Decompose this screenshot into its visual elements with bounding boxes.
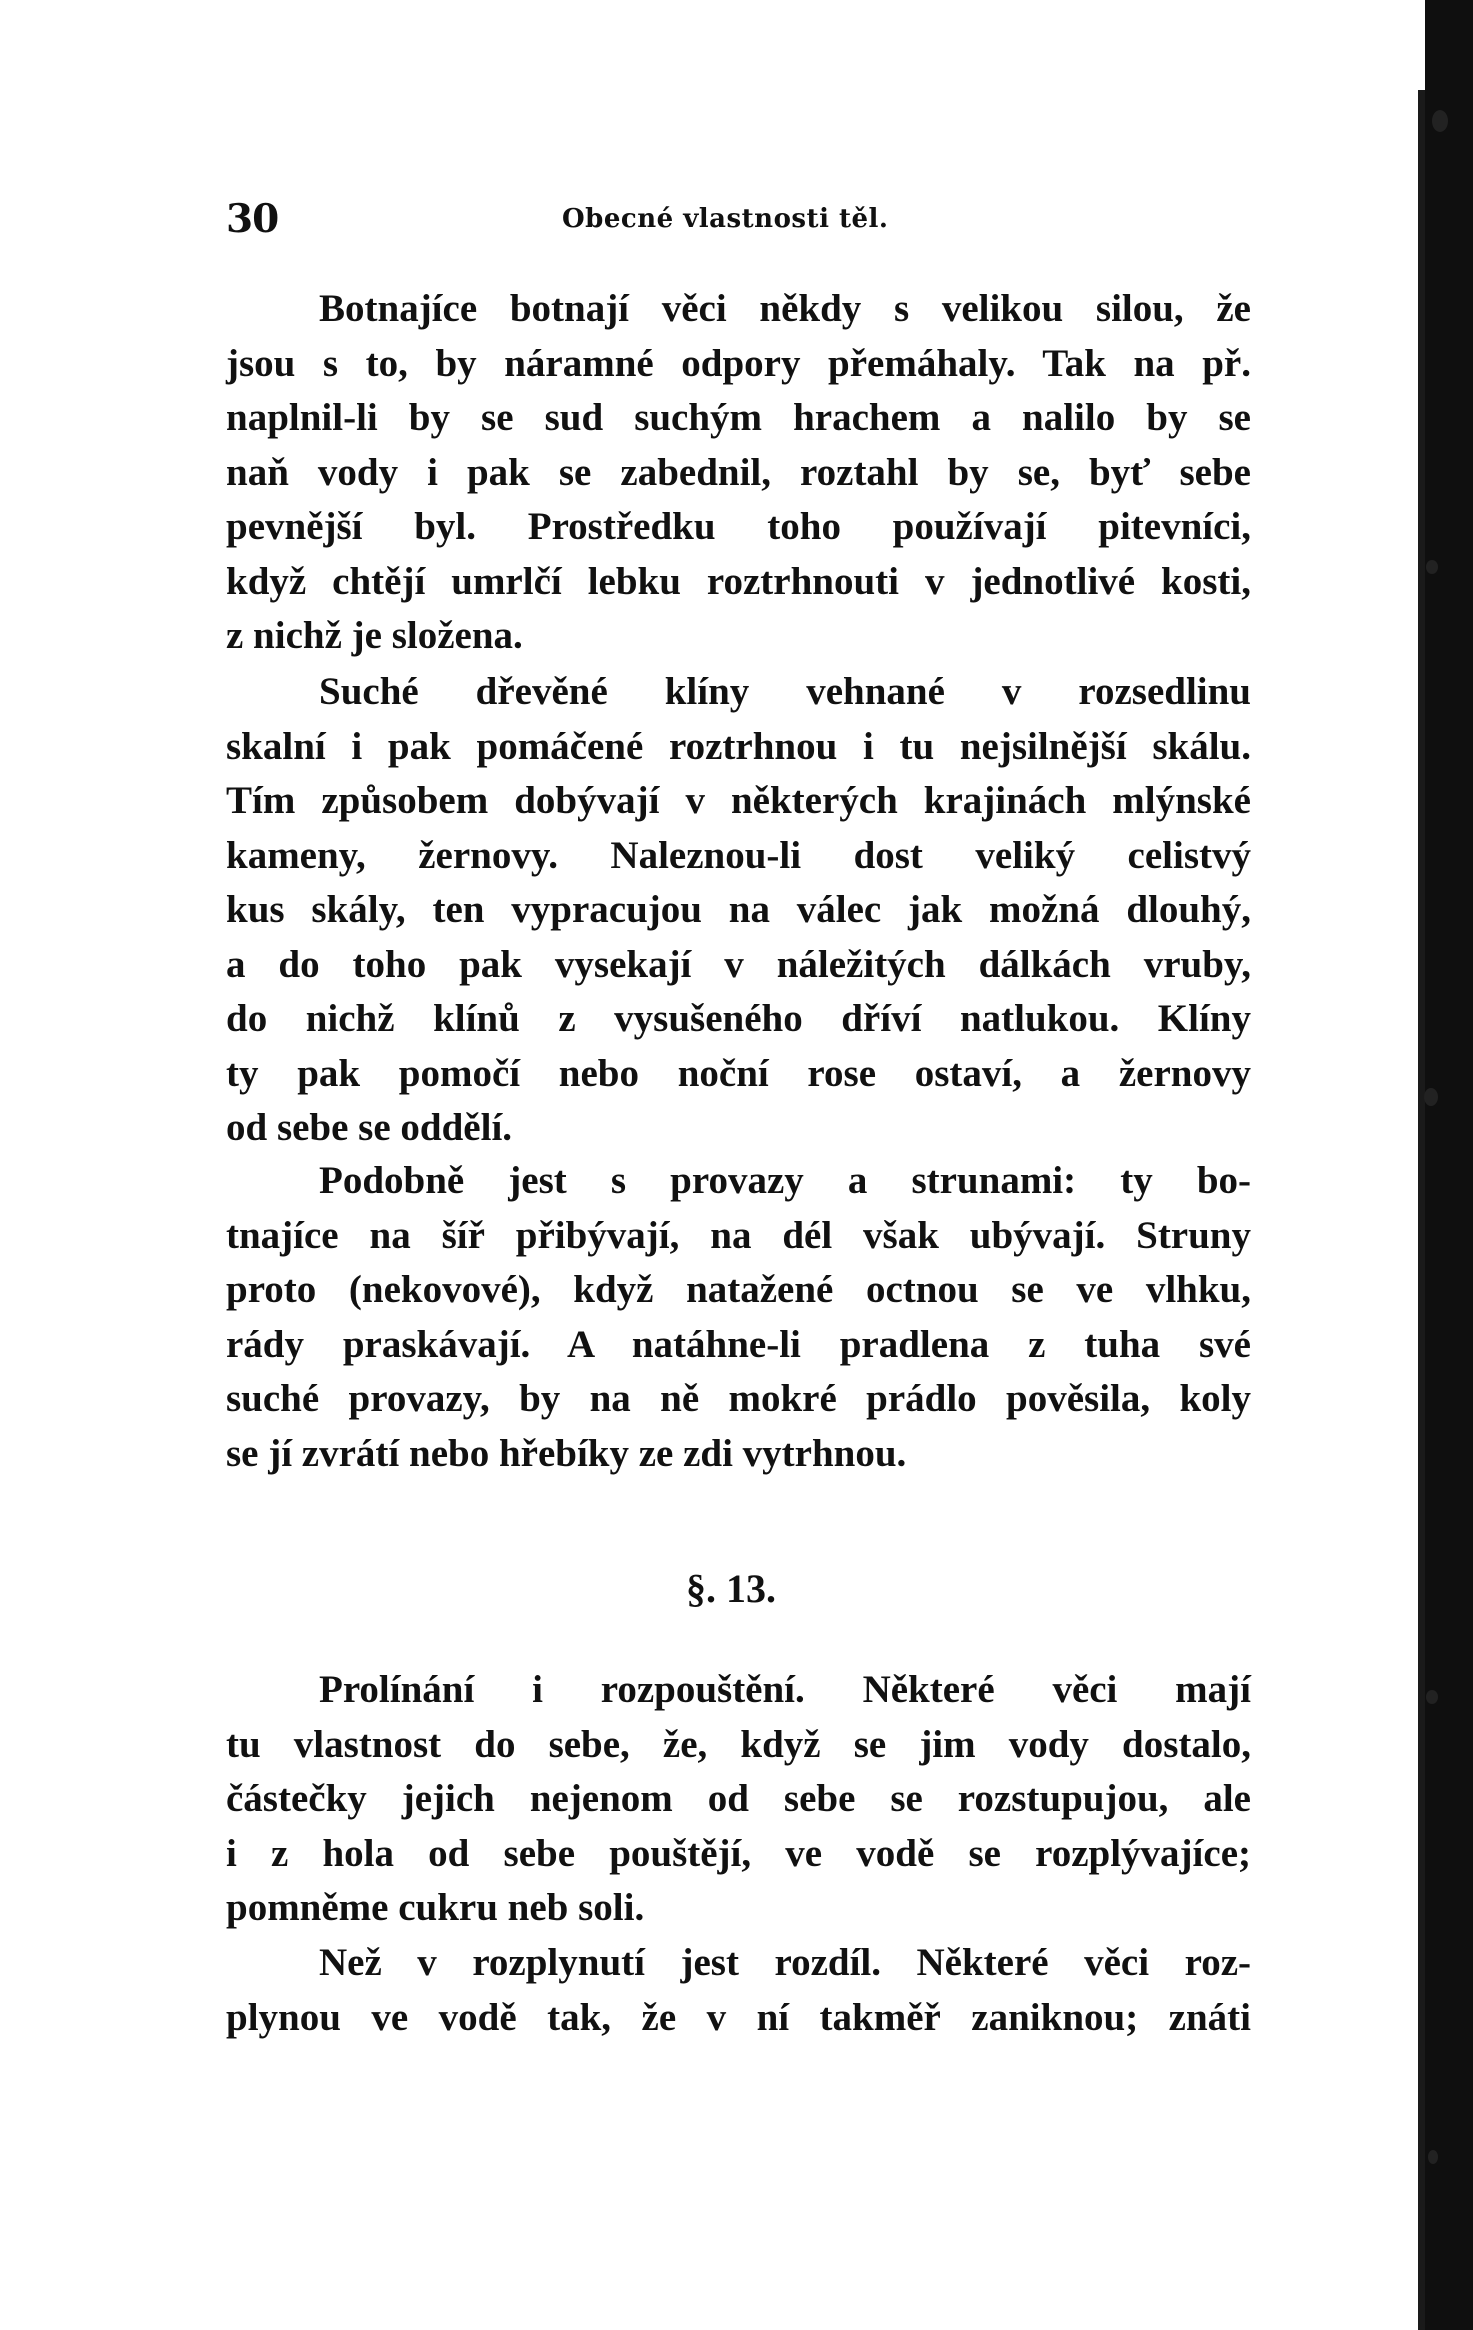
running-head: Obecné vlastnosti těl.: [562, 204, 889, 234]
text-line: tnajíce na šíř přibývají, na dél však ubývají. Struny: [226, 1213, 1251, 1257]
text-line: suché provazy, by na ně mokré prádlo pověsila, koly: [226, 1377, 1251, 1420]
text-line: Podobně jest s provazy a strunami: ty bo-: [319, 1159, 1251, 1202]
paragraph-5: [226, 1936, 1251, 2045]
text-line: [226, 1663, 1251, 1718]
scan-speck: [1428, 2150, 1438, 2164]
paragraph-2: [226, 665, 1251, 1156]
text-line: naň vody i pak se zabednil, roztahl by se, byť sebe: [226, 450, 1251, 494]
text-line: se jí zvrátí nebo hřebíky ze zdi vytrhnou.: [226, 1431, 907, 1475]
text-line: pomněme cukru neb soli.: [226, 1886, 645, 1929]
text-line: rády praskávají. A natáhne-li pradlena z tuha své: [226, 1322, 1251, 1366]
text-line: a do toho pak vysekají v náležitých dálkách vruby,: [226, 942, 1251, 986]
text-line: naplnil-li by se sud suchým hrachem a nalilo by se: [226, 396, 1251, 439]
text-line: tu vlastnost do sebe, že, když se jim vody dostalo,: [226, 1722, 1251, 1766]
text-line: Botnajíce botnají věci někdy s velikou silou, že: [319, 287, 1251, 330]
text-line: jsou s to, by náramné odpory přemáhaly. Tak na př.: [226, 341, 1251, 385]
text-line: pevnější byl. Prostředku toho používají pitevníci,: [226, 505, 1251, 548]
scan-speck: [1432, 110, 1448, 132]
text-line: i z hola od sebe pouštějí, ve vodě se rozplývajíce;: [226, 1831, 1251, 1875]
text-line: ty pak pomočí nebo noční rose ostaví, a žernovy: [226, 1051, 1251, 1095]
text-line: Tím způsobem dobývají v některých krajinách mlýnské: [226, 779, 1251, 822]
text-line: kameny, žernovy. Naleznou-li dost veliký celistvý: [226, 833, 1251, 877]
text-line: od sebe se oddělí.: [226, 1106, 513, 1149]
text-line: Než v rozplynutí jest rozdíl. Některé věci roz-: [319, 1941, 1251, 1984]
text-line: skalní i pak pomáčené roztrhnou i tu nejsilnější skálu.: [226, 724, 1251, 768]
section-number: §. 13.: [686, 1566, 776, 1611]
section-heading: Prolínání i rozpouštění.: [319, 1668, 805, 1711]
scan-speck: [1426, 1690, 1438, 1704]
paragraph-1: [226, 282, 1251, 664]
page-number: 30: [226, 196, 279, 242]
paragraph-3: [226, 1154, 1251, 1481]
text-fragment: Některé věci mají: [804, 1668, 1251, 1711]
scan-speck: [1426, 560, 1438, 574]
paragraph-4: [226, 1663, 1251, 1936]
scan-border: [1425, 0, 1473, 2330]
text-line: Suché dřevěné klíny vehnané v rozsedlinu: [319, 670, 1251, 713]
text-line: proto (nekovové), když natažené octnou se ve vlhku,: [226, 1268, 1251, 1311]
text-line: do nichž klínů z vysušeného dříví natlukou. Klíny: [226, 997, 1251, 1040]
text-line: když chtějí umrlčí lebku roztrhnouti v jednotlivé kosti,: [226, 559, 1251, 603]
text-line: plynou ve vodě tak, že v ní takměř zaniknou; znáti: [226, 1995, 1251, 2039]
text-line: částečky jejich nejenom od sebe se rozstupujou, ale: [226, 1777, 1251, 1820]
scan-speck: [1424, 1088, 1438, 1106]
text-line: z nichž je složena.: [226, 614, 523, 657]
page-header: [226, 196, 946, 246]
text-line: kus skály, ten vypracujou na válec jak možná dlouhý,: [226, 888, 1251, 931]
